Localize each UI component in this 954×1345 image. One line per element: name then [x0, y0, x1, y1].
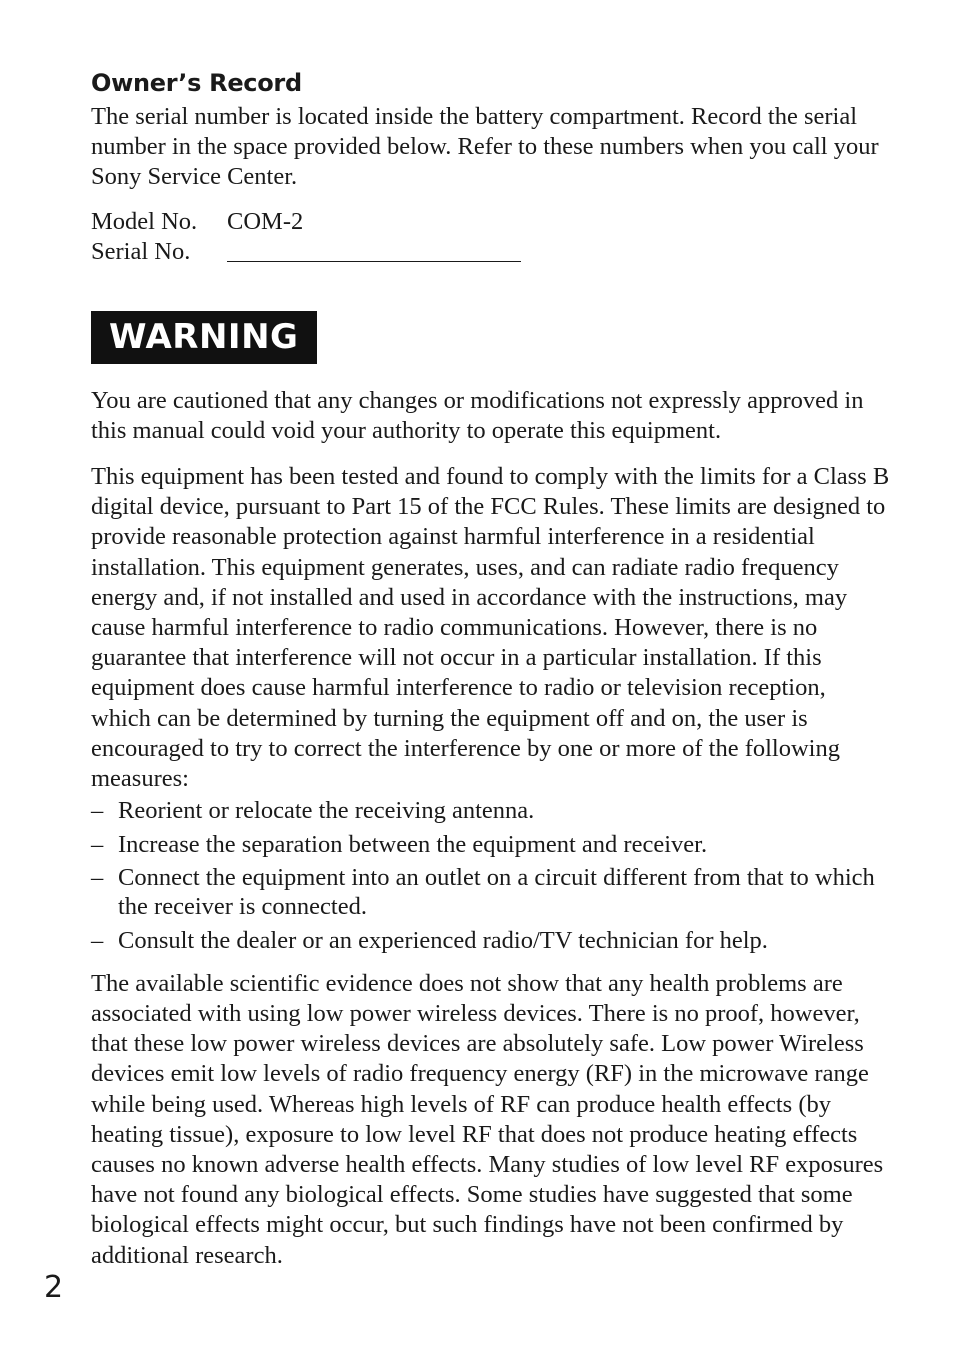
warning-title: WARNING — [91, 311, 317, 364]
warning-paragraph-2: This equipment has been tested and found to comply with the limits for a Class B digital device, pursuant to Part 15 of the FCC Rules. These limits are designed to provide reasonable protection against harmful interference in a residential installation. This equipment generates, uses, and can radiate radio frequency energy and, if not installed and used in accordance with the instructions, may cause harmful interference to radio communications. However, there is no guarantee that interference will not occur in a particular installation. If this equipment does cause harmful interference to radio or television reception, which can be determined by turning the equipment off and on, the user is encouraged to try to correct the interference by one or more of the following measures: — [91, 463, 890, 793]
serial-label: Serial No. — [91, 238, 191, 266]
dash-bullet: – — [91, 864, 104, 892]
measure-text: Consult the dealer or an experienced radio/TV technician for help. — [118, 926, 768, 954]
model-label: Model No. — [91, 207, 198, 235]
measure-text: Reorient or relocate the receiving antenna. — [118, 797, 535, 825]
measures-list — [91, 796, 891, 955]
dash-bullet: – — [91, 797, 104, 825]
record-table — [91, 207, 891, 268]
list-item — [91, 830, 891, 859]
document-page — [91, 66, 891, 1271]
serial-blank-line — [227, 237, 521, 262]
warning-paragraph-1: You are cautioned that any changes or modifications not expressly approved in this manual could void your authority to operate this equipment. — [91, 386, 864, 444]
dash-bullet: – — [91, 926, 104, 954]
measure-text: Connect the equipment into an outlet on a circuit different from that to which the receiver is connected. — [118, 864, 875, 921]
list-item — [91, 796, 891, 825]
serial-row — [91, 237, 891, 268]
owners-record-intro: The serial number is located inside the battery compartment. Record the serial number in the space provided below. Refer to these numbers when you call your Sony Service Center. — [91, 103, 879, 191]
model-row — [91, 207, 891, 238]
warning-paragraph-3: The available scientific evidence does not show that any health problems are associated with using low power wireless devices. There is no proof, however, that these low power wireless devices are absolutely safe. Low power Wireless devices emit low levels of radio frequency energy (RF) in the microwave range while being used. Whereas high levels of RF can produce health effects (by heating tissue), exposure to low level RF that does not produce heating effects causes no known adverse health effects. Many studies of low level RF exposures have not found any biological effects. Some studies have suggested that some biological effects might occur, but such findings have not been confirmed by additional research. — [91, 969, 884, 1269]
list-item — [91, 863, 891, 921]
list-item — [91, 926, 891, 955]
measure-text: Increase the separation between the equipment and receiver. — [118, 830, 708, 858]
page-number: 2 — [44, 1270, 64, 1305]
model-value: COM-2 — [227, 207, 304, 235]
dash-bullet: – — [91, 830, 104, 858]
owners-record-heading: Owner’s Record — [91, 69, 302, 97]
